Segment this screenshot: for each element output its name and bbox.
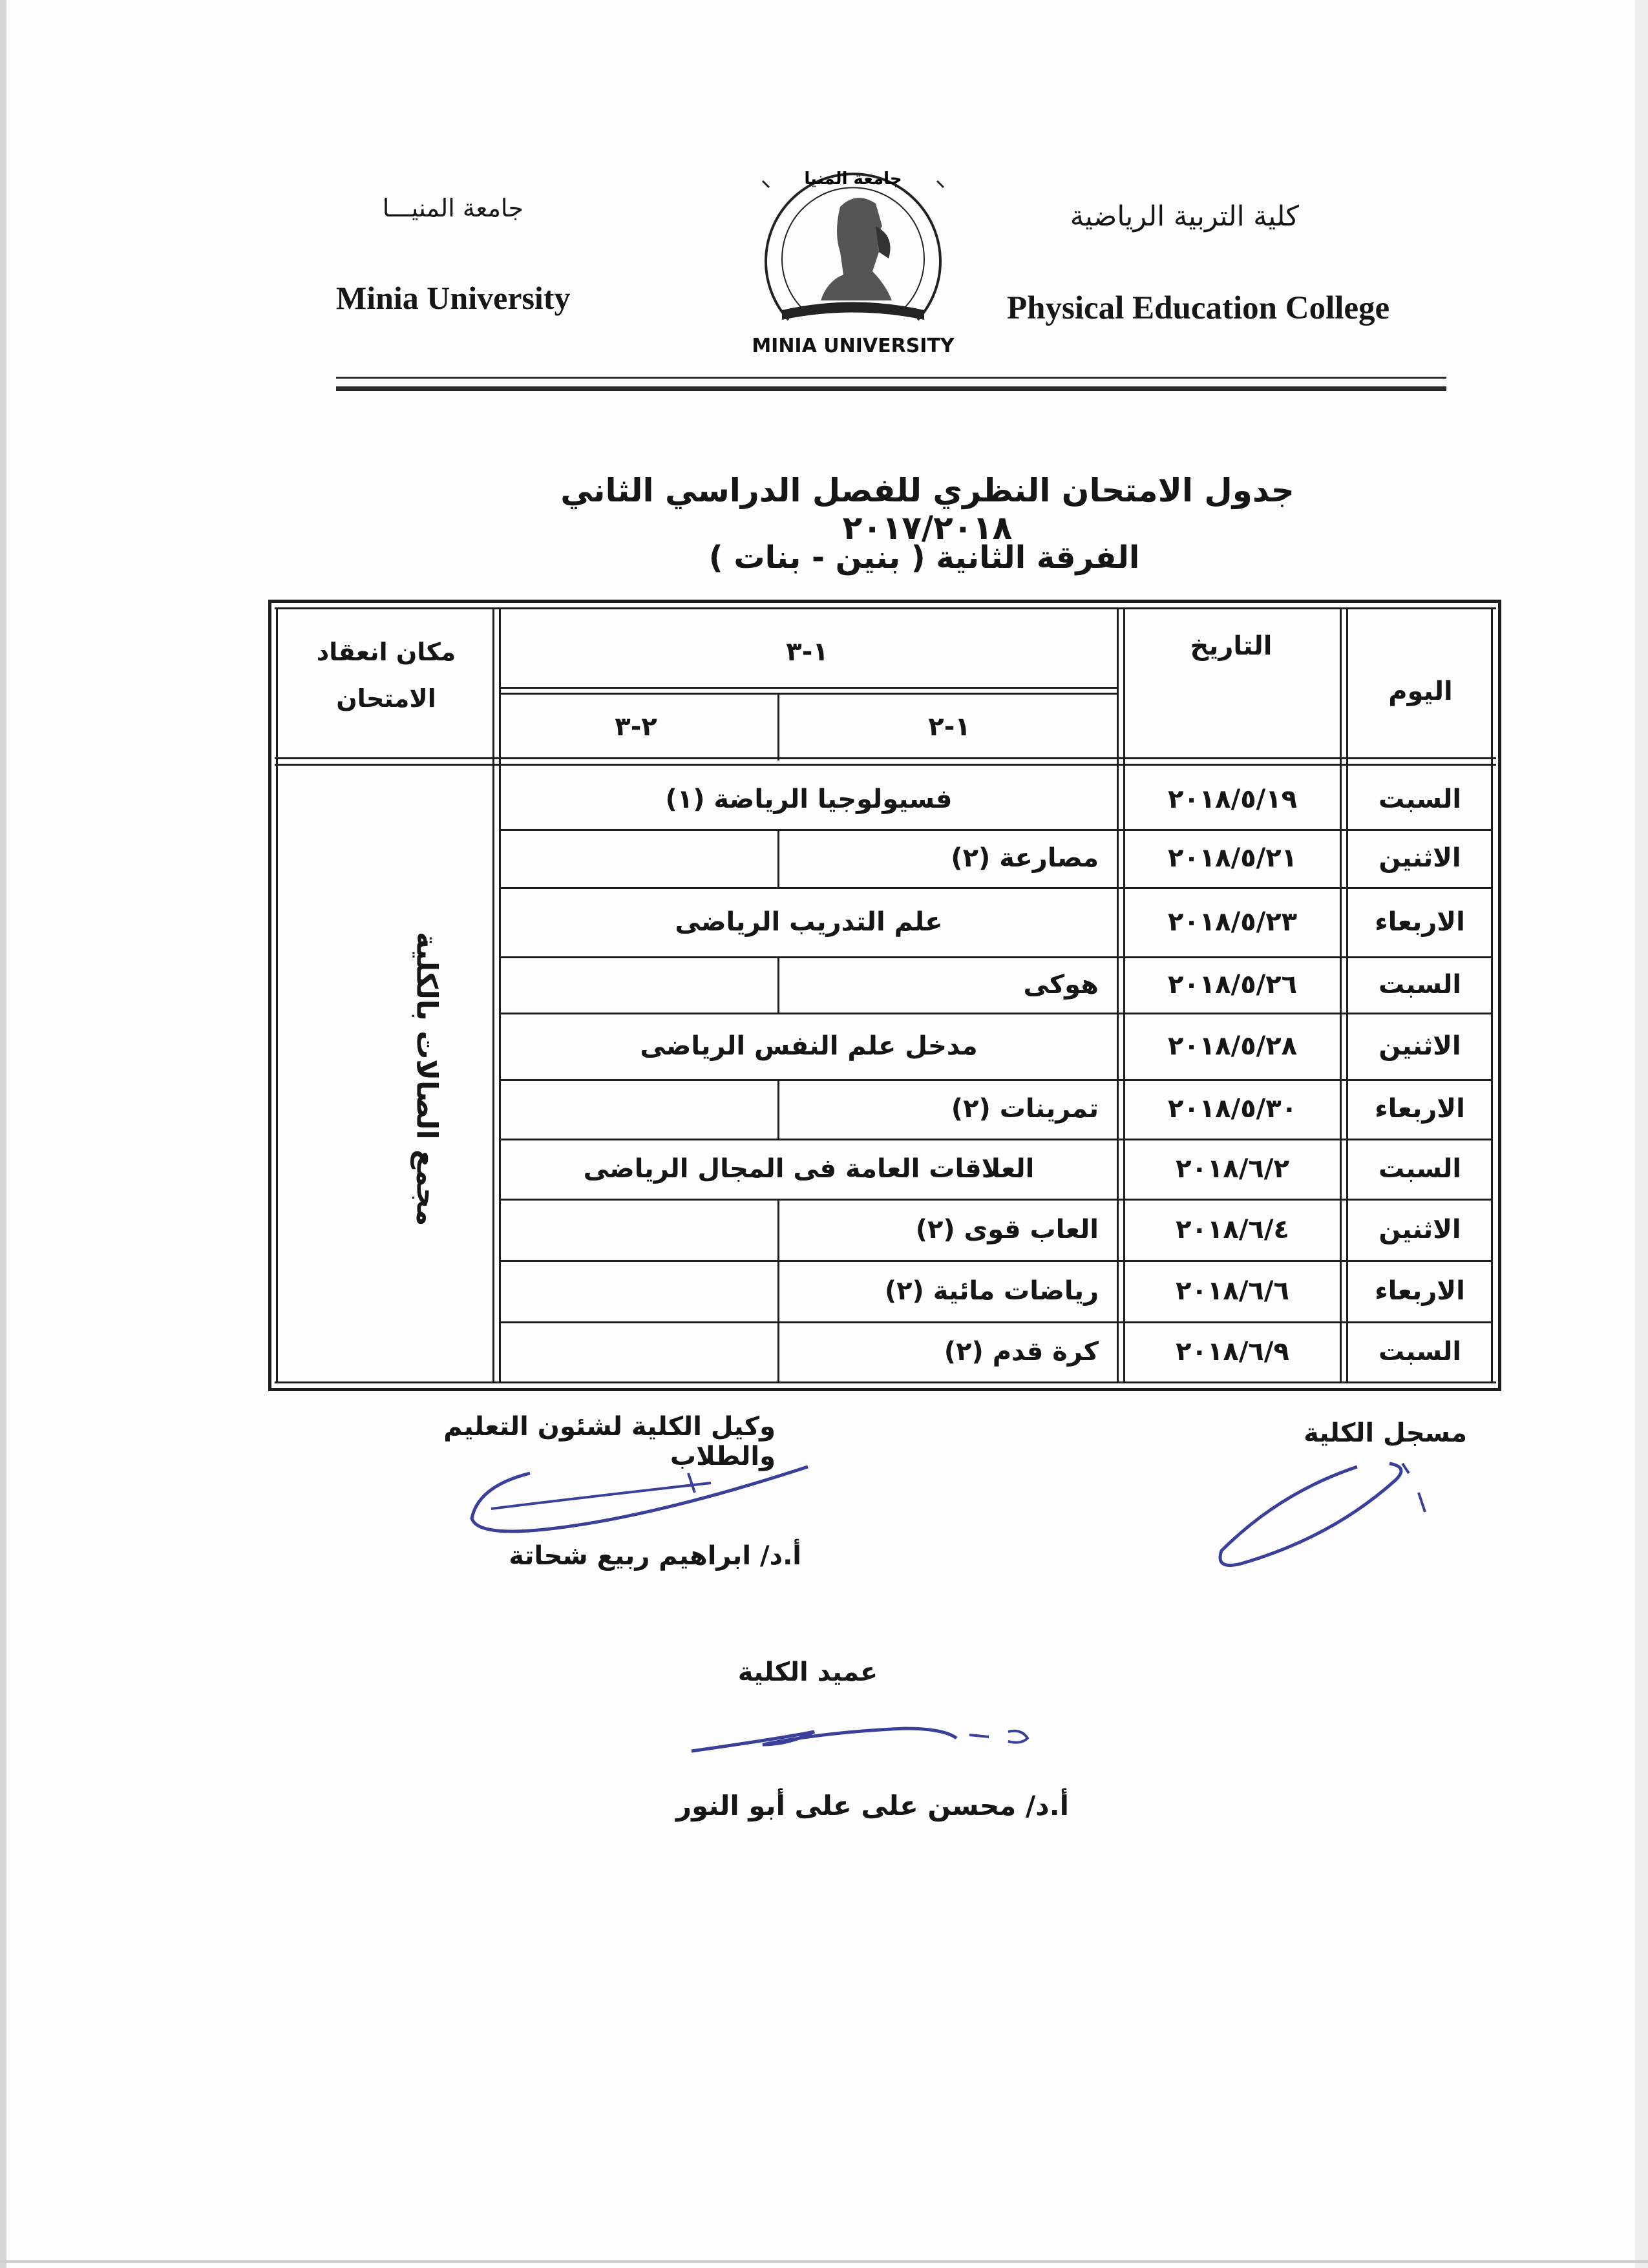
cell-subject-full: مدخل علم النفس الرياضى bbox=[640, 1031, 978, 1061]
logo-text-ar: جامعة المنيا bbox=[804, 169, 902, 189]
page-subtitle: الفرقة الثانية ( بنين - بنات ) bbox=[708, 540, 1140, 576]
university-name-ar: جامعة المنيـــا bbox=[382, 194, 523, 222]
header-group-line-a bbox=[501, 687, 1117, 689]
vice-dean-name: أ.د/ ابراهيم ربيع شحاتة bbox=[509, 1541, 801, 1571]
col-sep-date-b bbox=[1123, 607, 1125, 1383]
col-sep-day-a bbox=[1340, 607, 1342, 1383]
cell-date: ٢٠١٨/٥/٢٦ bbox=[1167, 969, 1298, 1000]
cell-subject: كرة قدم (٢) bbox=[944, 1336, 1099, 1367]
header-group-line-b bbox=[501, 693, 1117, 695]
row-divider bbox=[501, 1321, 1493, 1323]
header-slot-sep bbox=[777, 695, 779, 761]
cell-date: ٢٠١٨/٥/٢٣ bbox=[1167, 907, 1298, 937]
cell-day: الاثنين bbox=[1379, 843, 1461, 873]
vice-dean-title: وكيل الكلية لشئون التعليم والطلاب bbox=[443, 1412, 776, 1471]
table-frame-top-outer bbox=[268, 600, 1501, 603]
cell-day: الاربعاء bbox=[1375, 907, 1465, 937]
cell-subject: العاب قوى (٢) bbox=[915, 1214, 1099, 1244]
cell-day: السبت bbox=[1378, 969, 1462, 1000]
cell-date: ٢٠١٨/٥/٢١ bbox=[1167, 843, 1298, 873]
row-divider bbox=[501, 956, 1493, 958]
dean-title: عميد الكلية bbox=[737, 1657, 878, 1687]
row-divider bbox=[501, 1139, 1493, 1140]
slot-separator bbox=[777, 1079, 779, 1139]
row-divider bbox=[501, 887, 1493, 889]
cell-date: ٢٠١٨/٥/٣٠ bbox=[1167, 1094, 1298, 1124]
row-divider bbox=[501, 1013, 1493, 1014]
table-frame-right-outer bbox=[1498, 600, 1501, 1391]
col-sep-venue-a bbox=[492, 607, 494, 1383]
header-date: التاريخ bbox=[1190, 631, 1273, 661]
registrar-signature bbox=[1202, 1441, 1448, 1583]
cell-subject: مصارعة (٢) bbox=[951, 843, 1099, 873]
vice-dean-signature bbox=[452, 1454, 814, 1557]
row-divider bbox=[501, 1260, 1493, 1262]
scan-edge-left bbox=[0, 0, 6, 2268]
slot-separator bbox=[777, 1199, 779, 1260]
cell-subject-full: علم التدريب الرياضى bbox=[675, 907, 943, 937]
cell-date: ٢٠١٨/٦/٤ bbox=[1176, 1214, 1289, 1244]
cell-subject: رياضات مائية (٢) bbox=[884, 1276, 1099, 1306]
page-title: جدول الامتحان النظري للفصل الدراسي الثاني ٢٠١٧/٢٠١٨ bbox=[560, 472, 1294, 547]
cell-date: ٢٠١٨/٥/٢٨ bbox=[1167, 1031, 1298, 1061]
header-bottom-line-a bbox=[275, 757, 1496, 759]
table-frame-bottom-inner bbox=[275, 1381, 1496, 1383]
university-name-en: Minia University bbox=[336, 280, 571, 316]
scan-edge-right bbox=[1635, 0, 1648, 2268]
cell-subject-full: العلاقات العامة فى المجال الرياضى bbox=[583, 1153, 1035, 1184]
dean-name: أ.د/ محسن على على أبو النور bbox=[675, 1790, 1070, 1822]
slot-separator bbox=[777, 956, 779, 1013]
slot-separator bbox=[777, 1260, 779, 1321]
header-bottom-line-b bbox=[275, 764, 1496, 766]
col-sep-date-a bbox=[1117, 607, 1119, 1383]
cell-day: الاربعاء bbox=[1375, 1276, 1465, 1306]
table-frame-top-inner bbox=[275, 607, 1496, 609]
header-rule-thin bbox=[336, 377, 1446, 379]
row-divider bbox=[501, 829, 1493, 831]
cell-day: الاربعاء bbox=[1375, 1094, 1465, 1124]
header-time-group: ١-٣ bbox=[786, 637, 829, 667]
col-sep-venue-b bbox=[499, 607, 501, 1383]
table-frame-left-outer bbox=[268, 600, 271, 1391]
cell-date: ٢٠١٨/٦/٩ bbox=[1176, 1336, 1289, 1367]
row-divider bbox=[501, 1079, 1493, 1081]
col-sep-day-b bbox=[1346, 607, 1348, 1383]
header-venue: مكان انعقاد الامتحان bbox=[316, 638, 456, 713]
university-logo bbox=[743, 155, 963, 375]
header-slot-2: ٢-٣ bbox=[615, 712, 657, 742]
header-slot-1: ١-٢ bbox=[928, 712, 971, 742]
cell-date: ٢٠١٨/٥/١٩ bbox=[1167, 784, 1298, 814]
cell-date: ٢٠١٨/٦/٢ bbox=[1176, 1153, 1289, 1184]
table-frame-bottom-outer bbox=[268, 1388, 1501, 1391]
college-name-en: Physical Education College bbox=[1007, 290, 1390, 326]
cell-subject: هوكى bbox=[1023, 969, 1099, 1000]
venue-value: مجمع الصالات بالكلية bbox=[410, 932, 443, 1226]
cell-date: ٢٠١٨/٦/٦ bbox=[1176, 1276, 1289, 1306]
scan-edge-bottom bbox=[0, 2260, 1648, 2263]
cell-day: الاثنين bbox=[1379, 1214, 1461, 1244]
table-frame-left-inner bbox=[276, 607, 278, 1383]
header-day: اليوم bbox=[1388, 677, 1453, 706]
cell-subject: تمرينات (٢) bbox=[951, 1094, 1099, 1124]
slot-separator bbox=[777, 829, 779, 887]
college-name-ar: كلية التربية الرياضية bbox=[1070, 200, 1299, 233]
cell-day: الاثنين bbox=[1379, 1031, 1461, 1061]
cell-day: السبت bbox=[1378, 1336, 1462, 1367]
registrar-title: مسجل الكلية bbox=[1304, 1418, 1467, 1448]
table-frame-right-inner bbox=[1491, 607, 1493, 1383]
slot-separator bbox=[777, 1321, 779, 1381]
cell-day: السبت bbox=[1378, 1153, 1462, 1184]
logo-text-en: MINIA UNIVERSITY bbox=[752, 335, 955, 357]
cell-day: السبت bbox=[1378, 784, 1462, 814]
header-rule-thick bbox=[336, 386, 1446, 391]
row-divider bbox=[501, 1199, 1493, 1201]
dean-signature bbox=[685, 1699, 1047, 1770]
cell-subject-full: فسيولوجيا الرياضة (١) bbox=[665, 784, 953, 814]
